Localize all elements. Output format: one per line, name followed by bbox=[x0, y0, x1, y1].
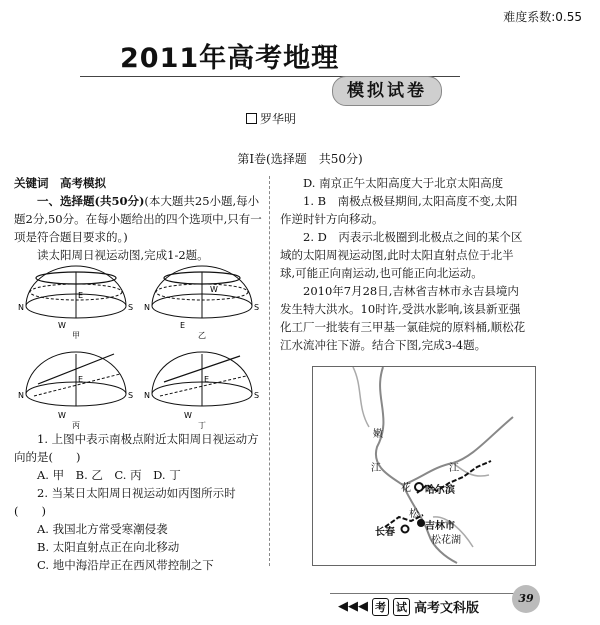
intro-paragraph bbox=[14, 192, 264, 246]
triple-arrow-icon: ◀◀◀ bbox=[338, 599, 368, 614]
passage: 2010年7月28日,吉林省吉林市永吉县境内发生特大洪水。10时许,受洪水影响,该县新亚强化工厂一批装有三甲基一氯硅烷的原料桶,顺松花江水流冲往下游。结合下图,完成3-4题。 bbox=[280, 284, 526, 352]
author-name: 罗华明 bbox=[260, 112, 297, 126]
yi-s: S bbox=[254, 303, 260, 312]
bing-label: 丙 bbox=[72, 421, 80, 430]
intro-rest: (本大题共25小题,每小题2分,50分。在每小题给出的四个选项中,只有一项是符合题目要求的。) bbox=[14, 194, 262, 244]
keywords-text: 关键词 高考模拟 bbox=[14, 176, 106, 190]
map-label-nen: 嫩 bbox=[373, 429, 383, 440]
brand-text: 高考文科版 bbox=[414, 601, 480, 616]
question-stem: 读太阳周日视运动图,完成1-2题。 bbox=[37, 248, 209, 262]
yi-n: N bbox=[144, 303, 150, 312]
page-number: 39 bbox=[512, 585, 540, 613]
question-1: 1. 上图中表示南极点附近太阳周日视运动方向的是( ) bbox=[14, 432, 259, 464]
ding-label: 丁 bbox=[198, 421, 206, 430]
sun-path-diagrams bbox=[14, 262, 266, 430]
songhua-river-map bbox=[312, 366, 536, 566]
question-1-options: A. 甲 B. 乙 C. 丙 D. 丁 bbox=[37, 468, 181, 482]
yi-label: 乙 bbox=[198, 331, 206, 340]
map-city-harbin: 哈尔滨 bbox=[425, 485, 455, 496]
question-2-option-c: C. 地中海沿岸正在西风带控制之下 bbox=[37, 558, 214, 572]
bing-w: W bbox=[58, 411, 66, 420]
diagram-yi bbox=[144, 266, 259, 340]
question-2: 2. 当某日太阳周日视运动如丙图所示时( ) bbox=[14, 486, 236, 518]
map-label-jiang: 江 bbox=[449, 463, 459, 474]
answer-2: 2. D 丙表示北极圈到北极点之间的某个区域的太阳周视运动图,此时太阳直射点位于北半球,可能正向南运动,也可能正向北运动。 bbox=[280, 230, 523, 280]
question-2-option-d: D. 南京正午太阳高度大于北京太阳高度 bbox=[303, 176, 504, 190]
bing-s: S bbox=[128, 391, 134, 400]
ding-s: S bbox=[254, 391, 260, 400]
map-label-lake: 松花湖 bbox=[431, 535, 461, 546]
intro-bold: 一、选择题(共50分) bbox=[37, 194, 145, 208]
author-box-icon bbox=[246, 113, 257, 124]
keywords bbox=[14, 174, 264, 192]
map-city-jilin: 吉林市 bbox=[425, 521, 455, 532]
page-title: 2011年高考地理 bbox=[120, 43, 340, 74]
brand-chip-b: 试 bbox=[393, 598, 410, 616]
section-title: 第Ⅰ卷(选择题 共50分) bbox=[237, 152, 363, 166]
map-label-song: 松 bbox=[409, 509, 419, 520]
jia-label: 甲 bbox=[72, 331, 80, 340]
difficulty-label: 难度系数:0.55 bbox=[503, 10, 582, 24]
map-city-changchun: 长春 bbox=[375, 527, 395, 538]
diagram-ding bbox=[144, 352, 259, 430]
yi-w-top: W bbox=[210, 285, 218, 294]
question-2-option-a: A. 我国北方常受寒潮侵袭 bbox=[37, 522, 168, 536]
map-label-nen-jiang: 江 bbox=[371, 463, 381, 474]
jia-e: E bbox=[78, 291, 84, 300]
column-divider bbox=[269, 176, 270, 566]
ding-n: N bbox=[144, 391, 150, 400]
exam-badge: 模拟试卷 bbox=[332, 76, 442, 106]
diagram-jia bbox=[18, 266, 133, 340]
yi-e: E bbox=[180, 321, 186, 330]
author bbox=[246, 110, 296, 127]
ding-w: W bbox=[184, 411, 192, 420]
footer-rule bbox=[330, 593, 515, 594]
jia-n: N bbox=[18, 303, 24, 312]
footer-brand bbox=[338, 597, 479, 616]
jia-w: W bbox=[58, 321, 66, 330]
map-graphic bbox=[313, 367, 535, 565]
jia-s: S bbox=[128, 303, 134, 312]
brand-chip-a: 考 bbox=[372, 598, 389, 616]
bing-e: E bbox=[78, 375, 84, 384]
diagram-bing bbox=[18, 352, 133, 430]
map-label-hua: 花 bbox=[401, 483, 411, 494]
answer-1: 1. B 南极点极昼期间,太阳高度不变,太阳作逆时针方向移动。 bbox=[280, 194, 518, 226]
ding-e: E bbox=[204, 375, 210, 384]
bing-n: N bbox=[18, 391, 24, 400]
question-2-option-b: B. 太阳直射点正在向北移动 bbox=[37, 540, 180, 554]
